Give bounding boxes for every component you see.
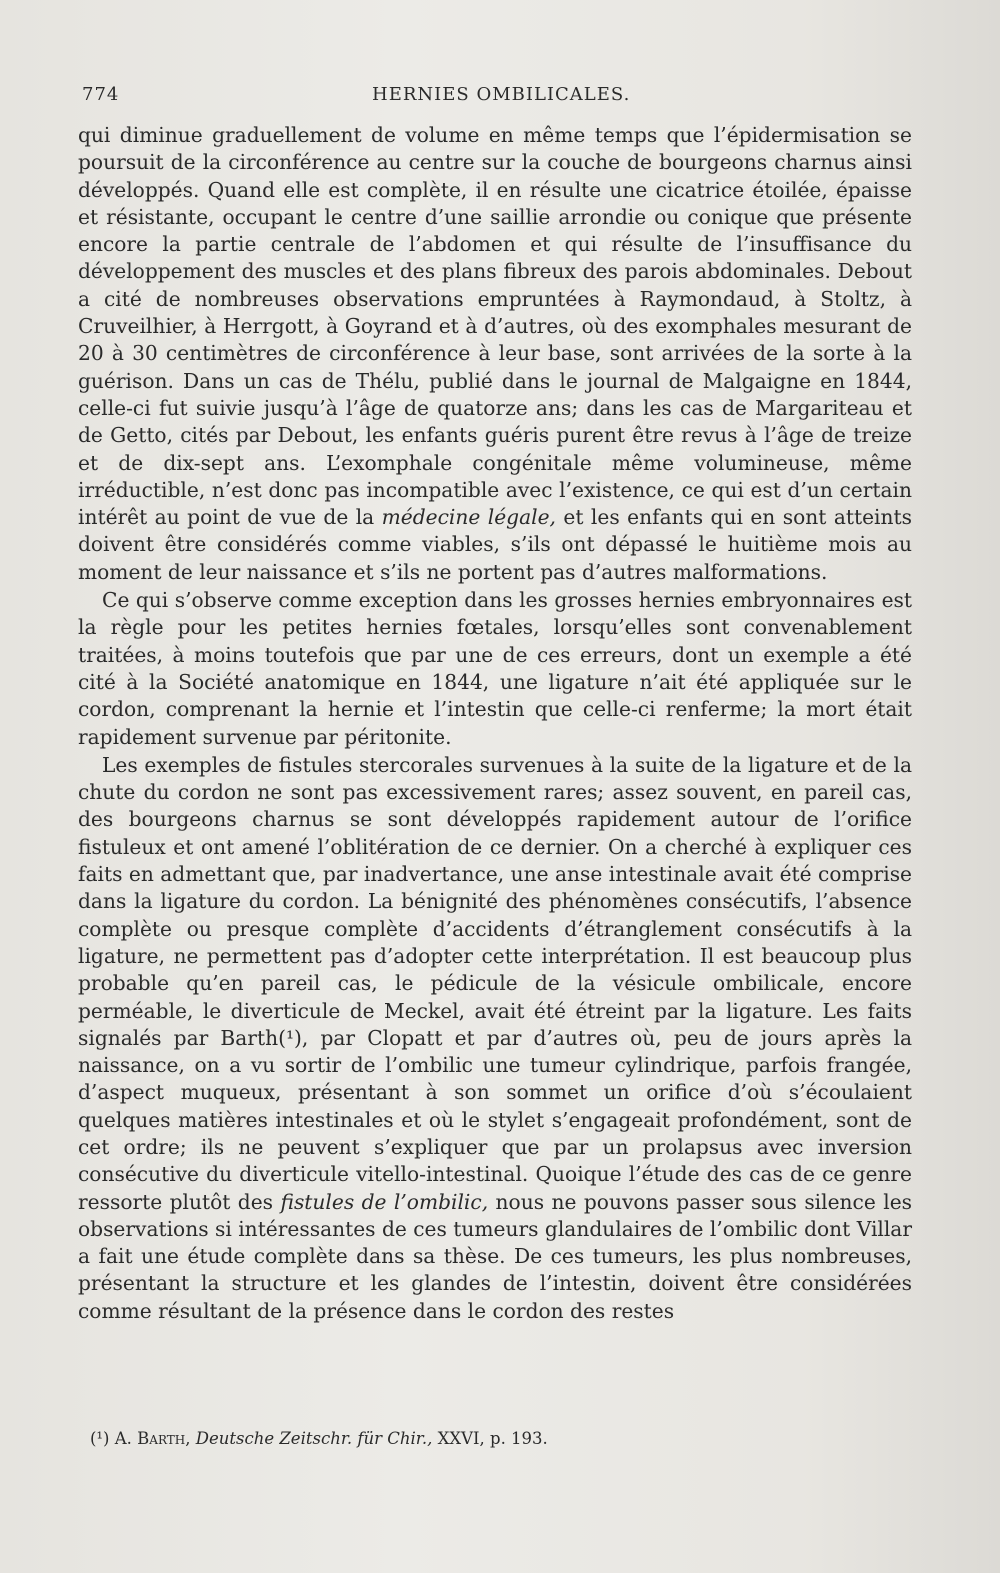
paragraph-1-italic: médecine légale, bbox=[381, 505, 556, 530]
paragraph-3 bbox=[78, 752, 912, 1325]
paragraph-3-text-after: nous ne pouvons passer sous silence les observations si intéressantes de ces tumeurs glandulaires de l’ombilic dont Villar a fait une étude complète dans sa thèse. De ces tumeurs, les plus nombreuses, présentant la structure et les glandes de l’intestin, doivent être considérées comme résultant de la présence dans le cordon des restes bbox=[78, 1189, 912, 1323]
paragraph-1 bbox=[78, 122, 912, 586]
paragraph-3-text: Les exemples de fistules stercorales survenues à la suite de la ligature et de la chute du cordon ne sont pas excessivement rares; assez souvent, en pareil cas, des bourgeons charnus se sont développés rapidement autour de l’orifice fistuleux et ont amené l’oblitération de ce dernier. On a cherché à expliquer ces faits en admettant que, par inadvertance, une anse intestinale avait été comprise dans la ligature du cordon. La bénignité des phénomènes consécutifs, l’absence complète ou presque complète d’accidents d’étranglement consécutifs à la ligature, ne permettent pas d’adopter cette interprétation. Il est beaucoup plus probable qu’en pareil cas, le pédicule de la vésicule ombilicale, encore perméable, le diverticule de Meckel, avait été étreint par la ligature. Les faits signalés par Barth(¹), par Clopatt et par d’autres où, peu de jours après la naissance, on a vu sortir de l’ombilic une tumeur cylindrique, parfois frangée, d’aspect muqueux, présentant à son sommet un orifice d’où s’écoulaient quelques matières intestinales et où le stylet s’engageait profondément, sont de cet ordre; ils ne peuvent s’expliquer que par un prolapsus avec inversion consécutive du diverticule vitello-intestinal. Quoique l’étude des cas de ce genre ressorte plutôt des bbox=[78, 752, 912, 1214]
paragraph-2 bbox=[78, 587, 912, 751]
running-title: HERNIES OMBILICALES. bbox=[372, 84, 631, 105]
footnote bbox=[90, 1428, 890, 1450]
body-text bbox=[78, 122, 912, 1325]
footnote-journal: Deutsche Zeitschr. für Chir., bbox=[195, 1429, 433, 1448]
footnote-marker: (¹) bbox=[90, 1429, 110, 1448]
footnote-author: A. Barth, bbox=[114, 1429, 191, 1448]
paragraph-2-text: Ce qui s’observe comme exception dans les grosses hernies embryonnaires est la règle pour les petites hernies fœtales, lorsqu’elles sont convenablement traitées, à moins toutefois que par une de ces erreurs, dont un exemple a été cité à la Société anatomique en 1844, une ligature n’ait été appliquée sur le cordon, comprenant la hernie et l’intestin que celle-ci renferme; la mort était rapidement survenue par péritonite. bbox=[78, 588, 912, 749]
running-head bbox=[82, 84, 912, 114]
page-number: 774 bbox=[82, 84, 120, 105]
paragraph-1-text-after: et les enfants qui en sont atteints doivent être considérés comme viables, s’ils ont dépassé le huitième mois au moment de leur naissance et s’ils ne portent pas d’autres malformations. bbox=[78, 505, 912, 584]
footnote-ref: XXVI, p. 193. bbox=[437, 1429, 548, 1448]
paragraph-3-italic: fistules de l’ombilic, bbox=[280, 1189, 489, 1214]
paragraph-1-text: qui diminue graduellement de volume en même temps que l’épidermisation se poursuit de la circonférence au centre sur la couche de bourgeons charnus ainsi développés. Quand elle est complète, il en résulte une cicatrice étoilée, épaisse et résistante, occupant le centre d’une saillie arrondie ou conique que présente encore la partie centrale de l’abdomen et qui résulte de l’insuffisance du développement des muscles et des plans fibreux des parois abdominales. Debout a cité de nombreuses observations empruntées à Raymondaud, à Stoltz, à Cruveilhier, à Herrgott, à Goyrand et à d’autres, où des exomphales mesurant de 20 à 30 centimètres de circonférence à leur base, sont arrivées de la sorte à la guérison. Dans un cas de Thélu, publié dans le journal de Malgaigne en 1844, celle-ci fut suivie jusqu’à l’âge de quatorze ans; dans les cas de Margariteau et de Getto, cités par Debout, les enfants guéris purent être revus à l’âge de treize et de dix-sept ans. L’exomphale congénitale même volumineuse, même irréductible, n’est donc pas incompatible avec l’existence, ce qui est d’un certain intérêt au point de vue de la bbox=[78, 123, 912, 530]
